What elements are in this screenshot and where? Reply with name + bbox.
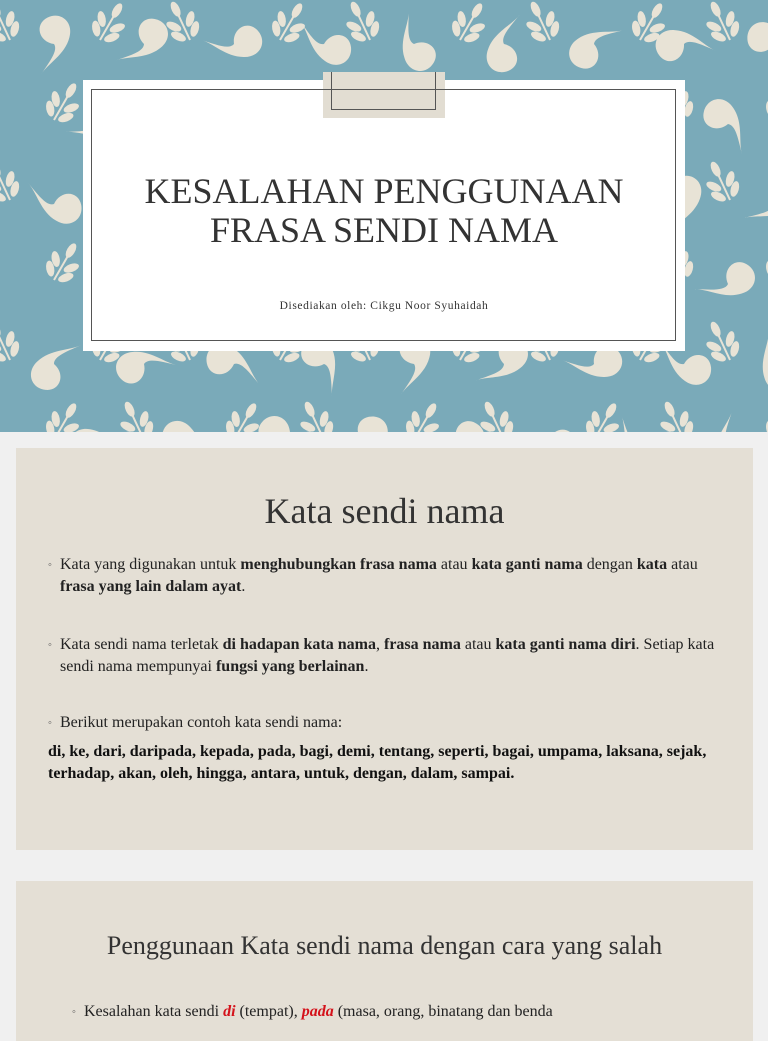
bullet-bold-text: kata ganti nama diri [495, 636, 636, 653]
presentation-title: KESALAHAN PENGGUNAAN FRASA SENDI NAMA [144, 171, 624, 250]
title-card [83, 80, 685, 351]
bullet-bold-text: frasa nama [383, 636, 461, 653]
bullet-bold-text: menghubungkan frasa nama [240, 556, 437, 573]
bullet-examples-intro [48, 712, 728, 734]
bullet-bold-text: fungsi yang berlainan [215, 658, 365, 675]
example-word-list: di, ke, dari, daripada, kepada, pada, bagi, demi, tentang, seperti, bagai, umpama, laksana, sejak, terhadap, akan, oleh, hingga, antara, untuk, dengan, dalam, sampai. [48, 743, 707, 782]
bullet-dot-icon: ◦ [48, 639, 52, 651]
bullet-definition [48, 554, 728, 598]
bullet-text: atau [460, 636, 496, 653]
bullet-bold-text: kata [636, 556, 668, 573]
highlight-word: pada [301, 1003, 334, 1020]
bullet-text: . [364, 658, 369, 675]
slide-title: Penggunaan Kata sendi nama dengan cara yang salah [106, 931, 663, 960]
bullet-dot-icon: ◦ [48, 717, 52, 729]
slide-title: Kata sendi nama [264, 491, 505, 531]
bullet-text: atau [667, 556, 698, 573]
bullet-bold-text: frasa yang lain dalam ayat [60, 578, 242, 595]
title-slide [0, 0, 768, 432]
bullet-bold-text: di hadapan kata nama [222, 636, 376, 653]
bullet-text: Berikut merupakan contoh kata sendi nama: [60, 714, 343, 731]
bullet-text: (tempat), [235, 1003, 302, 1020]
bullet-text: (masa, orang, binatang dan benda [333, 1003, 553, 1020]
presentation-subtitle: Disediakan oleh: Cikgu Noor Syuhaidah [279, 300, 489, 312]
bullet-bold-text: kata ganti nama [471, 556, 583, 573]
bullet-error-usage [72, 1001, 732, 1023]
bullet-text: dengan [582, 556, 637, 573]
bullet-text: Kata yang digunakan untuk [60, 556, 241, 573]
bullet-text: Kesalahan kata sendi [84, 1003, 224, 1020]
bullet-dot-icon: ◦ [72, 1006, 76, 1018]
highlight-word: di [223, 1003, 236, 1020]
bullet-position [48, 634, 728, 678]
errors-slide [16, 881, 753, 1041]
bullet-text: . [241, 578, 246, 595]
bullet-text: atau [436, 556, 472, 573]
definition-slide [16, 448, 753, 850]
bullet-text: . Setiap kata sendi nama mempunyai [60, 636, 715, 675]
bullet-dot-icon: ◦ [48, 559, 52, 571]
bullet-text: , [375, 636, 384, 653]
bullet-text: Kata sendi nama terletak [60, 636, 223, 653]
